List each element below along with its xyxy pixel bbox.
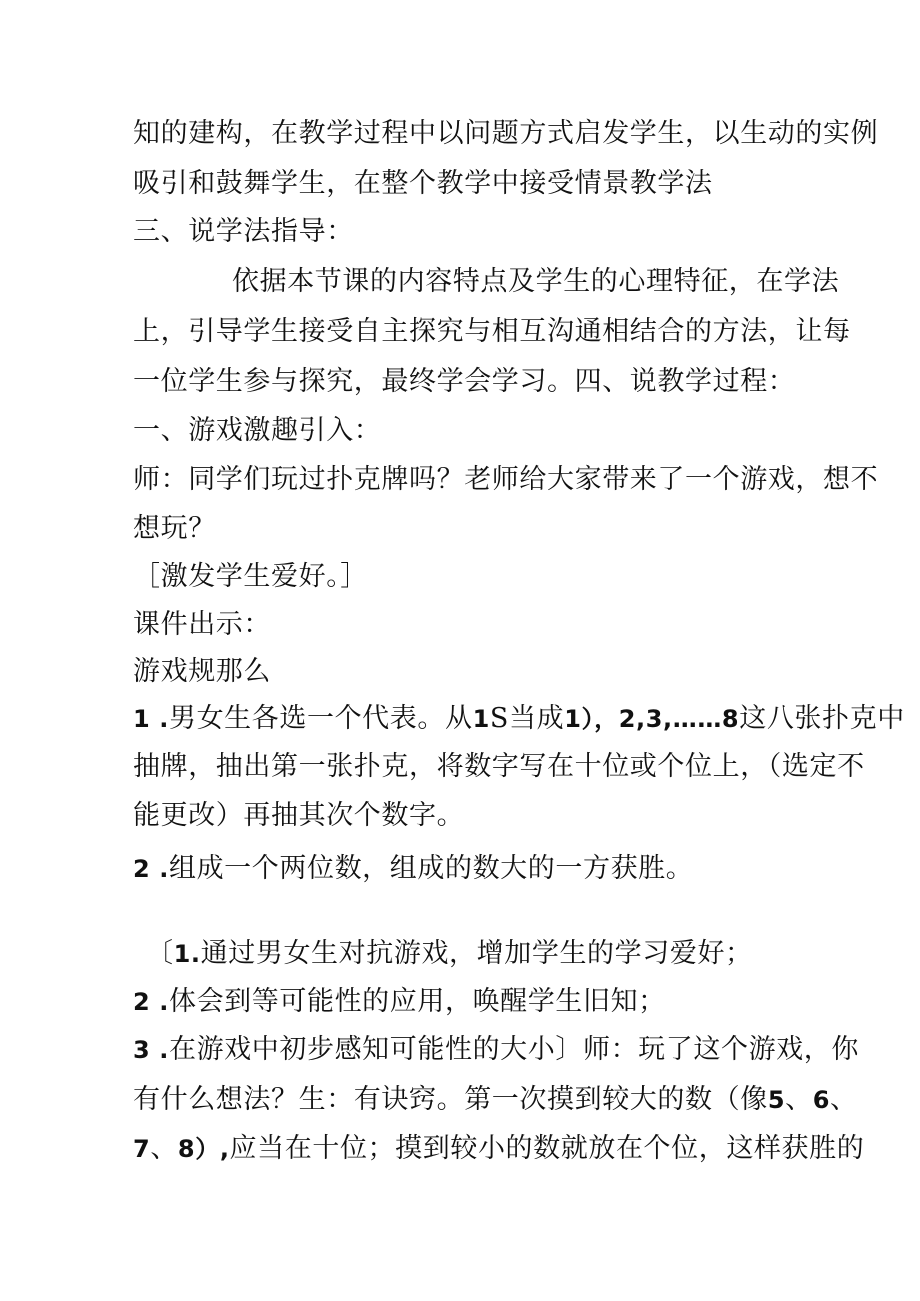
bold-number: 1），2,3,……8 bbox=[564, 705, 740, 733]
rule-text: 男女生各选一个代表。从 bbox=[168, 703, 473, 734]
bold-number: 5 bbox=[767, 1086, 786, 1114]
list-number: 2 . bbox=[133, 988, 169, 1016]
body-text: 应当在十位；摸到较小的数就放在个位，这样获胜的 bbox=[229, 1133, 865, 1164]
goal-text: 体会到等可能性的应用，唤醒学生旧知； bbox=[168, 986, 666, 1017]
rule-item-1 bbox=[133, 702, 905, 736]
body-text: 、 bbox=[785, 1084, 813, 1115]
section-heading-game-intro: 一、游戏激趣引入： bbox=[133, 415, 382, 446]
list-number: 1 . bbox=[133, 705, 169, 733]
goal-item-2 bbox=[133, 985, 666, 1019]
body-text: 、 bbox=[830, 1084, 858, 1115]
bold-number: 7 bbox=[133, 1135, 151, 1163]
rule-text: 组成一个两位数，组成的数大的一方获胜。 bbox=[168, 853, 694, 884]
bracket: 〔 bbox=[146, 938, 174, 969]
section-heading-study-method: 三、说学法指导： bbox=[133, 216, 354, 247]
rule-text: 这八张扑克中 bbox=[739, 703, 905, 734]
text-line bbox=[133, 1132, 864, 1166]
text-line: 能更改）再抽其次个数字。 bbox=[133, 800, 465, 831]
text-line: 吸引和鼓舞学生，在整个教学中接受情景教学法 bbox=[133, 168, 713, 199]
text-line: 一位学生参与探究，最终学会学习。四、说教学过程： bbox=[133, 366, 796, 397]
game-rules-heading: 游戏规那么 bbox=[133, 656, 271, 687]
rule-text: S当成 bbox=[489, 703, 565, 734]
text-line: 抽牌，抽出第一张扑克，将数字写在十位或个位上，（选定不 bbox=[133, 751, 865, 782]
list-number: 2 . bbox=[133, 855, 169, 883]
bold-number: 8）, bbox=[177, 1135, 230, 1163]
goal-item-3 bbox=[133, 1033, 859, 1067]
text-line: 上，引导学生接受自主探究与相互沟通相结合的方法，让每 bbox=[133, 316, 851, 347]
text-line bbox=[133, 1083, 858, 1117]
body-text: 有什么想法？生：有诀窍。第一次摸到较大的数（像 bbox=[133, 1084, 768, 1115]
bold-number: 1 bbox=[472, 705, 490, 733]
goal-text: 在游戏中初步感知可能性的大小〕师：玩了这个游戏，你 bbox=[168, 1034, 859, 1065]
text-line: 想玩？ bbox=[133, 513, 216, 544]
goal-item-1 bbox=[146, 937, 753, 971]
bold-number: 6 bbox=[812, 1086, 831, 1114]
text-line: 知的建构，在教学过程中以问题方式启发学生，以生动的实例 bbox=[133, 118, 879, 149]
text-line: 师：同学们玩过扑克牌吗？老师给大家带来了一个游戏，想不 bbox=[133, 464, 879, 495]
text-line: ［激发学生爱好。］ bbox=[133, 561, 368, 592]
text-line: 课件出示： bbox=[133, 609, 271, 640]
body-text: 、 bbox=[150, 1133, 178, 1164]
goal-text: 通过男女生对抗游戏，增加学生的学习爱好； bbox=[200, 938, 753, 969]
list-number: 3 . bbox=[133, 1036, 169, 1064]
rule-item-2 bbox=[133, 852, 693, 886]
list-number: 1. bbox=[173, 940, 201, 968]
text-line: 依据本节课的内容特点及学生的心理特征，在学法 bbox=[232, 266, 840, 297]
